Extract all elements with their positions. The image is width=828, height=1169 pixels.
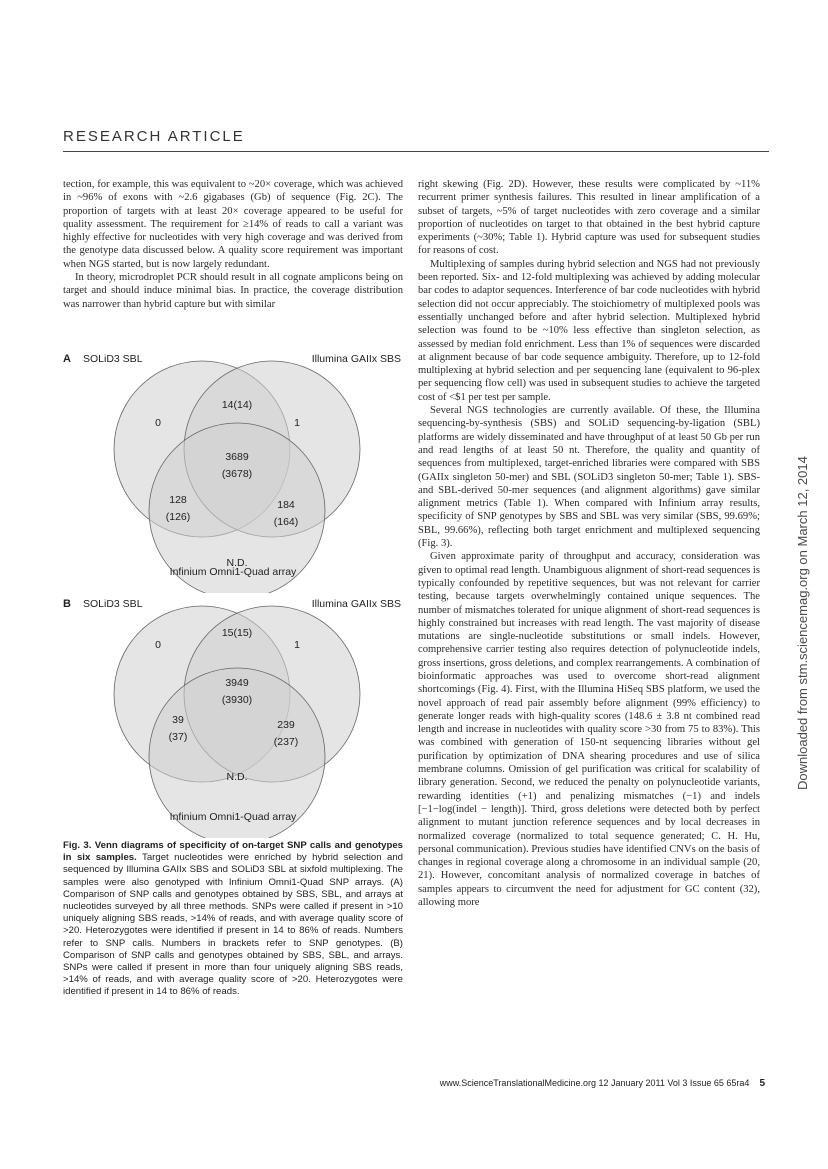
count-only-bottom: N.D. [226,557,248,569]
set-label-bottom: Infinium Omni1-Quad array [169,811,297,823]
section-label: RESEARCH ARTICLE [63,128,245,145]
set-label-left: SOLiD3 SBL [83,353,143,365]
count-left-bottom: 39 [172,714,184,726]
left-column [63,178,403,311]
venn-diagram-a [63,353,403,593]
count-right-bottom-genotypes: (164) [273,516,299,528]
count-all-three: 3949 [225,677,249,689]
paragraph: Several NGS technologies are currently available. Of these, the Illumina sequencing-by-synthesis (SBS) and SOLiD sequencing-by-ligation (SBL) platforms are widely disseminated and have throughput of at least 50 Gb per run and read lengths of at least 50 nt. Therefore, the quality and quantity of sequences from multiplexed, target-enriched libraries were compared with SBS (GAIIx singleton 50-mer) and SBL (SOLiD3 singleton 50-mer; Table 1). SBS- and SBL-derived 50-mer sequences (and alignment algorithms) gave similar alignment metrics (Table 1). When compared with Infinium array results, specificity of SNP genotypes by SBS and SBL was very similar (SBS, 99.69%; SBL, 99.66%), reflecting both target enrichment and multiplexed sequencing (Fig. 3). [418,405,760,550]
paragraph: In theory, microdroplet PCR should result in all cognate amplicons being on target and should induce minimal bias. In practice, the coverage distribution was narrower than hybrid capture but with similar [63,272,403,310]
count-all-three: 3689 [225,451,249,463]
count-left-bottom-genotypes: (126) [165,511,191,523]
paragraph: tection, for example, this was equivalent to ~20× coverage, which was achieved in ~96% of exons with ~2.6 gigabases (Gb) of sequence (Fig. 2C). The proportion of targets with at least 20× coverage appeared to be useful for quality assessment. The requirement for ≥14% of reads to call a variant was highly effective for nucleotides with very high coverage and was derived from the genotype data discussed below. A quality score requirement was important when NGS started, but is now largely redundant. [63,179,403,270]
count-only-left: 0 [155,417,161,429]
venn-graphic [63,598,403,838]
set-label-left: SOLiD3 SBL [83,598,143,610]
count-left-bottom-genotypes: (37) [168,731,188,743]
count-left-right: 14(14) [221,399,253,411]
caption-title: Fig. 3. Venn diagrams of specificity of on-target SNP calls and genotypes in six samples. [63,840,403,864]
count-only-right: 1 [294,639,300,651]
header-divider [63,151,769,152]
count-all-three-genotypes: (3678) [221,468,253,480]
venn-diagram-b [63,598,403,838]
count-right-bottom: 184 [277,499,295,511]
count-only-right: 1 [294,417,300,429]
count-only-left: 0 [155,639,161,651]
paragraph: Multiplexing of samples during hybrid selection and NGS had not previously been reported. Six- and 12-fold multiplexing was achieved by adding molecular bar codes to adaptor sequences. Interference of bar code nucleotides with hybrid selection did not occur appreciably. The stoichiometry of multiplexed pools was essentially unchanged before and after hybrid selection. Multiplexed hybrid selection was found to be ~10% less effective than singleton selection, as assessed by median fold enrichment. Less than 1% of sequences were discarded at alignment because of bar code sequence ambiguity. Therefore, up to 12-fold multiplexing at hybrid selection and per sequencing lane (equivalent to 96-plex per sequencing flow cell) was used in subsequent studies to achieve the targeted cost of <$1 per test per sample. [418,258,760,403]
panel-letter: B [63,598,71,610]
set-label-right: Illumina GAIIx SBS [311,353,401,365]
count-right-bottom-genotypes: (237) [273,736,299,748]
count-left-right: 15(15) [221,627,253,639]
paragraph: right skewing (Fig. 2D). However, these results were complicated by ~11% recurrent primer synthesis failures. This resulted in linear amplification of a subset of targets, ~5% of target nucleotides with zero coverage and a similar proportion of nucleotides on target to that obtained in the best hybrid capture experiments (~30%; Table 1). Hybrid capture was used for subsequent studies for reasons of cost. [418,179,760,257]
page-footer [400,1078,765,1089]
panel-letter: A [63,353,71,365]
caption-body: Target nucleotides were enriched by hybrid selection and sequenced by Illumina GAIIx SBS and SOLiD3 SBL at sixfold multiplexing. The samples were also genotyped with Infinium Omni1-Quad SNP arrays. (A) Comparison of SNP calls and genotypes obtained by SBS, SBL, and arrays at nucleotides surveyed by all three methods. SNPs were called if present in >10 uniquely aligning SBS reads, >14% of reads, and with average quality score of >20. Heterozygotes were identified if present in 14 to 86% of reads. Numbers refer to SNP calls. Numbers in brackets refer to SNP genotypes. (B) Comparison of SNP calls and genotypes obtained by SBS, SBL, and arrays. SNPs were called if present in more than four uniquely aligning SBS reads, >14% of reads, and with average quality score of >20. Heterozygotes were identified if present in 14 to 86% of reads. [63,852,403,998]
count-right-bottom: 239 [277,719,295,731]
count-left-bottom: 128 [169,494,187,506]
figure-caption [63,840,403,999]
set-label-right: Illumina GAIIx SBS [311,598,401,610]
count-all-three-genotypes: (3930) [221,694,253,706]
set-label-bottom: Infinium Omni1-Quad array [169,566,297,578]
right-column [418,178,760,909]
download-watermark: Downloaded from stm.sciencemag.org on March 12, 2014 [795,456,810,790]
footer-citation: www.ScienceTranslationalMedicine.org 12 January 2011 Vol 3 Issue 65 65ra4 [439,1078,750,1088]
page-number: 5 [759,1078,765,1089]
venn-graphic [63,353,403,593]
paragraph: Given approximate parity of throughput and accuracy, consideration was given to optimal read length. Unambiguous alignment of short-read sequences is typically confounded by repetitive sequences, but was not relevant for carrier testing, because targets overwhelmingly contained unique sequences. The number of mismatches tolerated for unique alignment of short-read sequences is highly constrained but increases with read length. The vast majority of disease mutations are single-nucleotide substitutions or small indels. However, comprehensive carrier testing also requires detection of polynucleotide indels, gross insertions, gross deletions, and complex rearrangements. A combination of bioinformatic approaches was used to overcome short-read alignment shortcomings (Fig. 4). First, with the Illumina HiSeq SBS platform, we used the novel approach of read pair assembly before alignment (99% efficiency) to generate longer reads with high-quality scores (148.6 ± 3.8 nt combined read length and increase in nucleotides with quality score >30 from 75 to 83%). This was combined with generation of 150-nt sequencing libraries without gel purification by optimization of DNA shearing procedures and use of silica membrane columns. Omission of gel purification was critical for scalability of library generation. Second, we reduced the penalty on polynucleotide variants, rewarding identities (+1) and penalizing mismatches (−1) and indels [−1−log(indel − length)]. Third, gross deletions were detected both by perfect alignment to mutant junction reference sequences and by local decreases in normalized coverage (normalized to total sequence generated; C. H. Hu, personal communication). Previous studies have identified CNVs on the basis of changes in regional coverage along a chromosome in an individual sample (20, 21). However, concomitant analysis of normalized coverage in batches of samples appears to circumvent the need for adjustment for GC content (32), allowing more [418,551,760,909]
count-only-bottom: N.D. [226,771,248,783]
